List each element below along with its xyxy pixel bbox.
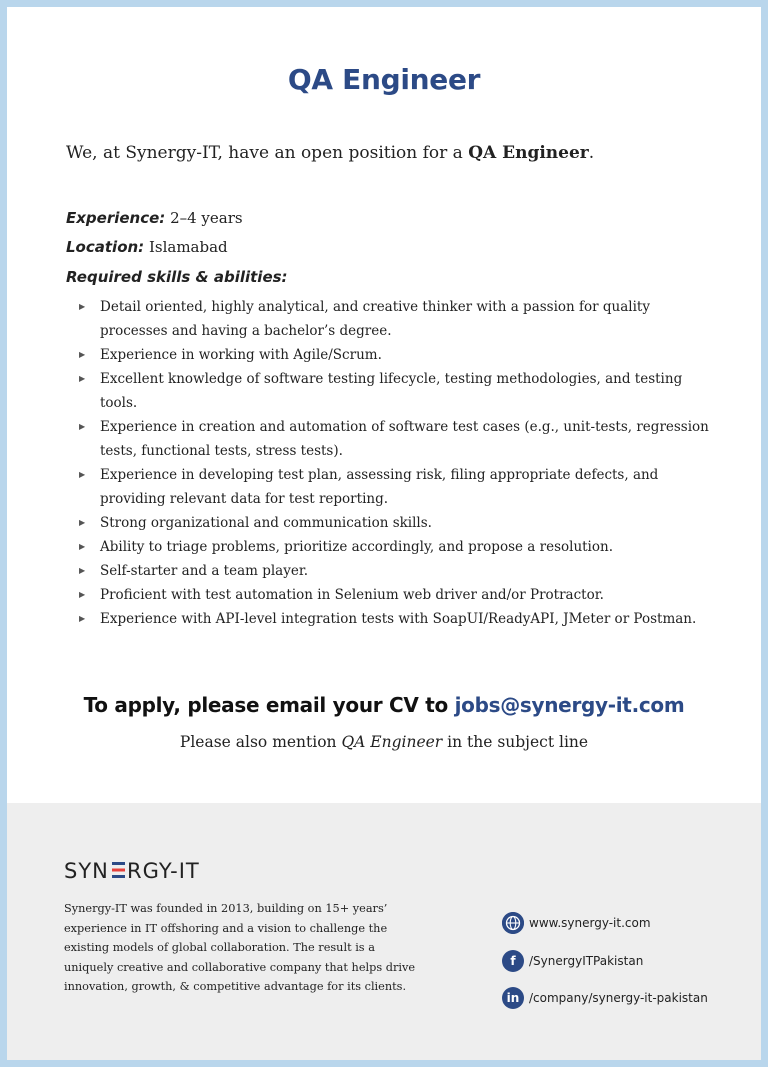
experience-value: 2–4 years xyxy=(170,209,243,227)
apply-instructions xyxy=(7,693,761,717)
synergy-it-logo-icon xyxy=(64,857,214,883)
company-logo xyxy=(64,857,214,888)
mention-after: in the subject line xyxy=(442,733,589,751)
skill-item: ▶ Detail oriented, highly analytical, and creative thinker with a passion for quality processes and having a bachelor’s degree. xyxy=(79,295,719,343)
skill-item: ▶ Self-starter and a team player. xyxy=(79,559,719,583)
linkedin-text: /company/synergy-it-pakistan xyxy=(529,991,708,1005)
website-link[interactable] xyxy=(502,912,651,934)
linkedin-icon: in xyxy=(502,987,524,1009)
intro-text-after: . xyxy=(588,143,595,163)
website-text: www.synergy-it.com xyxy=(529,916,651,930)
svg-text:SYN: SYN xyxy=(64,859,109,883)
mention-position: QA Engineer xyxy=(341,733,443,751)
linkedin-link[interactable] xyxy=(502,987,708,1009)
facebook-icon: f xyxy=(502,950,524,972)
skill-item: ▶ Excellent knowledge of software testing lifecycle, testing methodologies, and testing tools. xyxy=(79,367,719,415)
required-skills-heading: Required skills & abilities: xyxy=(66,268,288,286)
apply-email-link[interactable]: jobs@synergy-it.com xyxy=(454,693,685,717)
location-value: Islamabad xyxy=(148,238,228,256)
facebook-text: /SynergyITPakistan xyxy=(529,954,644,968)
skill-item: ▶ Experience in creation and automation of software test cases (e.g., unit-tests, regression tests, functional tests, stress tests). xyxy=(79,415,719,463)
page-title: QA Engineer xyxy=(287,63,481,96)
skill-item: ▶ Proficient with test automation in Selenium web driver and/or Protractor. xyxy=(79,583,719,607)
skills-list xyxy=(79,295,719,631)
globe-icon xyxy=(502,912,524,934)
experience-label: Experience: xyxy=(66,209,166,227)
company-about: Synergy-IT was founded in 2013, building on 15+ years’ experience in IT offshoring and a vision to challenge the existing models of global collaboration. The result is a uniquely creative and collaborative company that helps drive innovation, growth, & competitive advantage for its clients. xyxy=(64,902,416,993)
skill-item: ▶ Strong organizational and communication skills. xyxy=(79,511,719,535)
apply-text: To apply, please email your CV to xyxy=(83,693,455,717)
facebook-link[interactable] xyxy=(502,950,643,972)
intro-text xyxy=(66,143,594,163)
experience-field xyxy=(66,209,243,227)
skill-item: ▶ Ability to triage problems, prioritize accordingly, and propose a resolution. xyxy=(79,535,719,559)
location-label: Location: xyxy=(66,238,145,256)
subject-line-note xyxy=(7,733,761,751)
skill-item: ▶ Experience in developing test plan, assessing risk, filing appropriate defects, and providing relevant data for test reporting. xyxy=(79,463,719,511)
footer xyxy=(7,803,761,1060)
intro-text-before: We, at Synergy-IT, have an open position for a xyxy=(66,143,469,163)
mention-before: Please also mention xyxy=(179,733,342,751)
job-posting-page xyxy=(7,7,761,1060)
skill-item: ▶ Experience in working with Agile/Scrum. xyxy=(79,343,719,367)
skill-item: ▶ Experience with API-level integration tests with SoapUI/ReadyAPI, JMeter or Postman. xyxy=(79,607,719,631)
location-field xyxy=(66,238,228,256)
svg-text:RGY-IT: RGY-IT xyxy=(127,859,200,883)
intro-position-name: QA Engineer xyxy=(468,143,589,163)
